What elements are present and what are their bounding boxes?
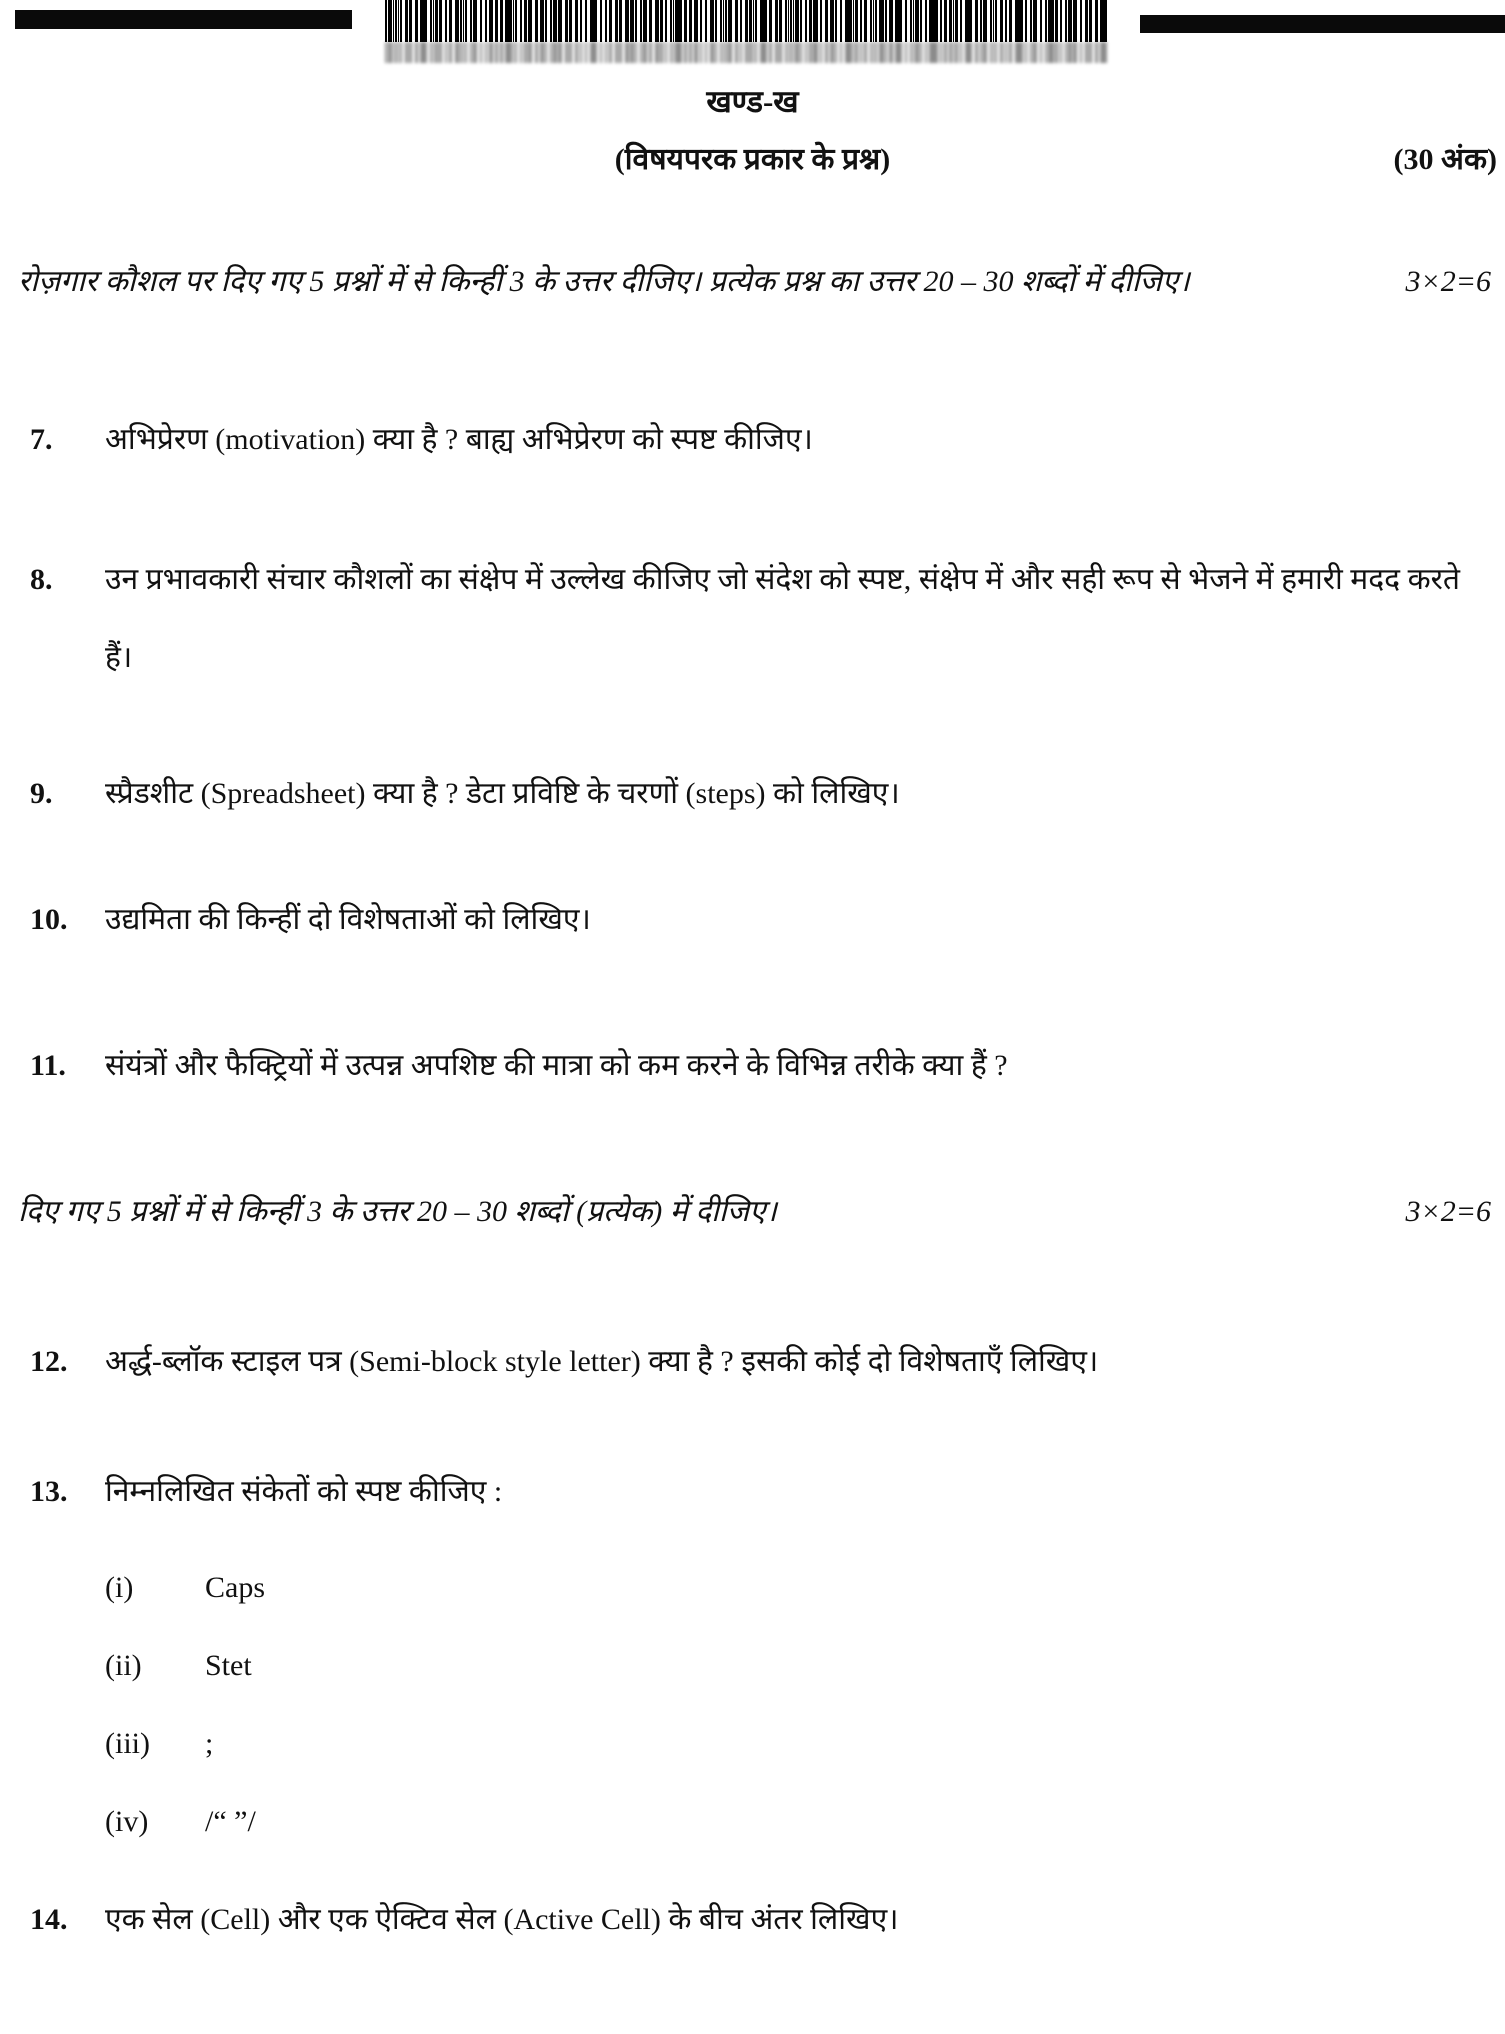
question-text: उन प्रभावकारी संचार कौशलों का संक्षेप में उल्लेख कीजिए जो संदेश को स्पष्ट, संक्षेप में और सही रूप से भेजने में हमारी मदद करते हैं। [105,563,1460,675]
left-black-bar [15,10,352,29]
question-text [105,1453,1505,1861]
instruction-block-1 [18,243,1491,321]
sub-item-label: (iv) [105,1805,149,1839]
question-text: स्प्रैडशीट (Spreadsheet) क्या है ? डेटा प्रविष्टि के चरणों (steps) को लिखिए। [105,777,900,811]
question-number: 11. [30,1049,66,1083]
sub-item-text: ; [205,1727,214,1761]
section-title: खण्ड-ख [706,84,799,119]
subtitle-row [0,137,1505,183]
sub-item [105,1627,1460,1705]
sub-item-label: (iii) [105,1727,150,1761]
sub-item-label: (ii) [105,1649,142,1683]
question-text: उद्यमिता की किन्हीं दो विशेषताओं को लिखिए। [105,903,591,937]
total-marks: (30 अंक) [1393,143,1497,177]
question-number: 8. [30,563,53,597]
question-row-13 [30,1453,1505,1861]
question-text: एक सेल (Cell) और एक ऐक्टिव सेल (Active Cell) के बीच अंतर लिखिए। [105,1903,899,1937]
instruction-block-2 [18,1173,1491,1251]
right-black-bar [1140,15,1505,33]
instruction-marks: 3×2=6 [1405,1195,1491,1229]
barcode-ghost [385,42,1110,63]
question-text-main: निम्नलिखित संकेतों को स्पष्ट कीजिए : [105,1475,503,1509]
question-row-7 [30,401,1505,479]
sub-item [105,1783,1460,1861]
question-row-11 [30,1027,1505,1105]
question-row-14 [30,1881,1505,1959]
sub-item [105,1705,1460,1783]
question-number: 13. [30,1475,68,1509]
question-row-8 [30,541,1505,697]
sub-item [105,1549,1460,1627]
top-strip [0,0,1505,64]
question-row-10 [30,881,1505,959]
sub-item-text: /“ ”/ [205,1805,256,1839]
question-text: अर्द्ध-ब्लॉक स्टाइल पत्र (Semi-block style letter) क्या है ? इसकी कोई दो विशेषताएँ लिखिए। [105,1345,1099,1379]
question-number: 10. [30,903,68,937]
instruction-text: रोज़गार कौशल पर दिए गए 5 प्रश्नों में से किन्हीं 3 के उत्तर दीजिए। प्रत्येक प्रश्न का उत्तर 20 – 30 शब्दों में दीजिए। [18,265,1190,299]
instruction-text: दिए गए 5 प्रश्नों में से किन्हीं 3 के उत्तर 20 – 30 शब्दों (प्रत्येक) में दीजिए। [18,1195,777,1229]
question-number: 12. [30,1345,68,1379]
sub-item-text: Stet [205,1649,252,1683]
question-text: अभिप्रेरण (motivation) क्या है ? बाह्य अभिप्रेरण को स्पष्ट कीजिए। [105,423,813,457]
question-number: 9. [30,777,53,811]
barcode [385,0,1110,42]
section-subtitle: (विषयपरक प्रकार के प्रश्न) [614,143,891,177]
sub-item-text: Caps [205,1571,265,1605]
question-text: संयंत्रों और फैक्ट्रियों में उत्पन्न अपशिष्ट की मात्रा को कम करने के विभिन्न तरीके क्या हैं ? [105,1049,1008,1083]
sub-item-list [105,1549,1460,1861]
sub-item-label: (i) [105,1571,134,1605]
question-number: 7. [30,423,53,457]
question-row-12 [30,1323,1505,1401]
instruction-marks: 3×2=6 [1405,265,1491,299]
question-number: 14. [30,1903,68,1937]
question-row-9 [30,755,1505,833]
